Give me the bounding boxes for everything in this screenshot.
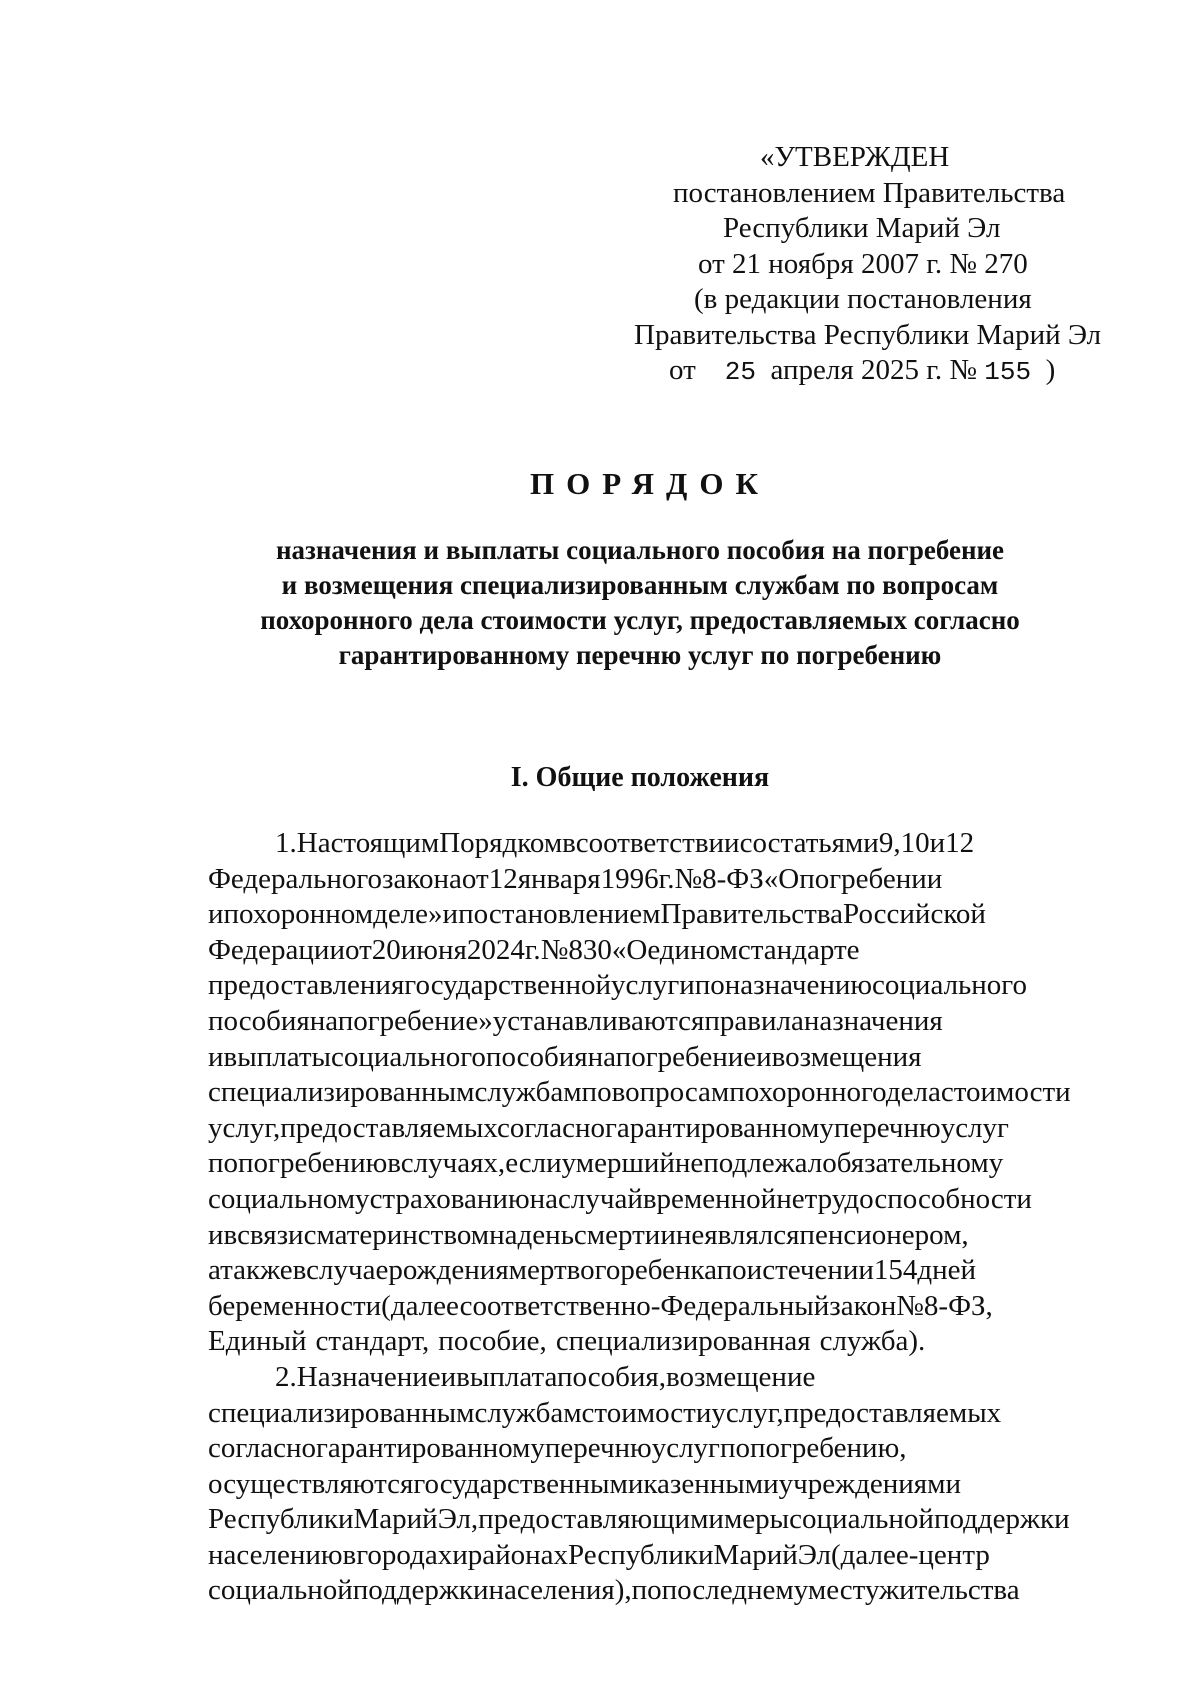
text-line: Федерацииот20июня2024г.№830«Оединомстандарте (208, 933, 860, 966)
approval-close-paren: ) (1045, 354, 1056, 386)
text-line: пособиянапогребение»устанавливаютсяправиланазначения (208, 1004, 943, 1037)
text-line: предоставлениягосударственнойуслугипоназначениюсоциального (208, 969, 1027, 1002)
approval-month-year: апреля 2025 г. № (770, 354, 977, 386)
text-line: населениювгородахирайонахРеспубликиМарийЭл(далее-центр (208, 1538, 990, 1571)
subtitle-line: и возмещения специализированным службам по вопросам (281, 570, 999, 600)
approval-line-2: постановлением Правительства (673, 176, 1066, 209)
document-body (208, 826, 1084, 1609)
document-subtitle (200, 533, 1080, 673)
section-heading: I. Общие положения (510, 762, 770, 793)
approval-line-3: Республики Марий Эл (723, 212, 1001, 244)
text-line: РеспубликиМарийЭл,предоставляющимимерысоциальнойподдержки (208, 1503, 1070, 1536)
text-line: попогребениювслучаях,еслиумершийнеподлежалобязательному (208, 1147, 1004, 1180)
approval-number: 155 (984, 357, 1032, 387)
text-line: осуществляютсягосударственнымиказеннымиучреждениями (208, 1467, 961, 1500)
text-line: ивыплатысоциальногопособиянапогребениеивозмещения (208, 1040, 922, 1073)
text-line: услуг,предоставляемыхсогласногарантированномуперечнюуслуг (208, 1111, 1009, 1144)
subtitle-line: похоронного дела стоимости услуг, предоставляемых согласно (260, 605, 1020, 635)
text-line: социальномустрахованиюнаслучайвременнойнетрудоспособности (208, 1182, 1032, 1215)
text-line: Федеральногозаконаот12января1996г.№8-ФЗ«Опогребении (208, 862, 943, 895)
text-line: согласногарантированномуперечнюуслугпопогребению, (208, 1432, 907, 1465)
approval-day: 25 (724, 357, 757, 387)
text-line: атакжевслучаерождениямертвогоребенкапоистечении154дней (208, 1254, 977, 1287)
approval-date-prefix: от (669, 354, 696, 386)
text-line: Единый стандарт, пособие, специализированная служба). (208, 1325, 926, 1358)
approval-line-7 (560, 353, 1120, 391)
approval-line-5: (в редакции постановления (694, 283, 1032, 315)
document-title: ПОРЯДОК (530, 466, 770, 501)
subtitle-line: гарантированному перечню услуг по погребению (338, 640, 942, 670)
paragraph-2 (208, 1360, 1084, 1609)
text-line: специализированнымслужбамстоимостиуслуг,предоставляемых (208, 1396, 1002, 1429)
subtitle-line: назначения и выплаты социального пособия на погребение (275, 535, 1005, 565)
text-line: специализированнымслужбамповопросампохоронногоделастоимости (208, 1076, 1071, 1109)
approval-line-1: «УТВЕРЖДЕН (760, 141, 950, 173)
text-line: беременности(далеесоответственно-Федеральныйзакон№8-ФЗ, (208, 1289, 993, 1322)
text-line: ипохоронномделе»ипостановлениемПравительстваРоссийской (208, 898, 986, 931)
approval-line-4: от 21 ноября 2007 г. № 270 (698, 247, 1028, 280)
text-line: социальнойподдержкинаселения),попоследнемуместужительства (208, 1574, 1020, 1607)
text-line: ивсвязисматеринствомнаденьсмертиинеявлялсяпенсионером, (208, 1218, 969, 1251)
paragraph-1 (208, 826, 1084, 1360)
approval-line-6: Правительства Республики Марий Эл (634, 318, 1102, 351)
text-line: 1.НастоящимПорядкомвсоответствиисостатьями9,10и12 (275, 827, 975, 859)
approval-stamp-block (560, 140, 1120, 391)
text-line: 2.Назначениеивыплатапособия,возмещение (275, 1360, 816, 1393)
